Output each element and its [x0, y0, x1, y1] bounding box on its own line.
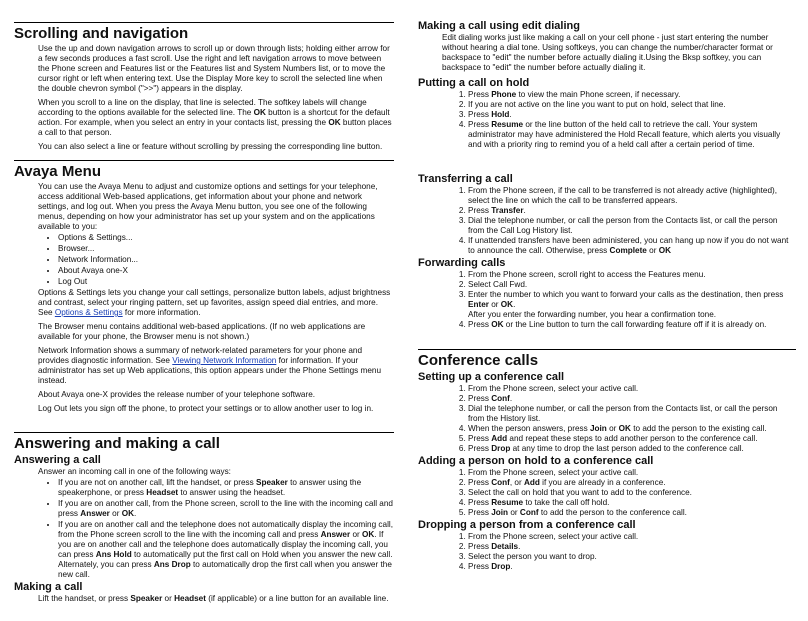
right-column	[418, 20, 796, 573]
list-item: • If you are not on another call, lift the handset, or press Speaker to answer using the speakerphone, or press Headset to answer using the headset.	[58, 478, 394, 498]
avaya-paragraph-1: You can use the Avaya Menu to adjust and customize options and settings for your telephone, access additional Web-based applications, get information about your phone and network settings, and log out. When you press the Avaya Menu button, you see one of the following menus, depending on how your administrator has set up your system and on the applications available to you:	[38, 182, 378, 231]
list-item: 1. Press Phone to view the main Phone screen, if necessary.	[468, 90, 796, 100]
hold-steps-list	[418, 90, 796, 150]
section-title-avaya-menu: Avaya Menu	[14, 160, 394, 182]
avaya-paragraph-3: The Browser menu contains additional web-based applications. (If no web applications are available for your phone, the Browser menu is not shown.)	[38, 322, 366, 341]
list-item: 2. Press Details.	[468, 542, 796, 552]
making-call-paragraph: Lift the handset, or press Speaker or Headset (if applicable) or a line button for an available line.	[38, 594, 389, 603]
network-information-link[interactable]: Viewing Network Information	[172, 356, 277, 365]
list-item: 1. From the Phone screen, select your active call.	[468, 532, 796, 542]
list-item: 2. Press Transfer.	[468, 206, 796, 216]
subsection-title-setup-conference: Setting up a conference call	[418, 371, 565, 383]
subsection-title-transfer: Transferring a call	[418, 173, 513, 185]
list-item: 4. Press OK or the Line button to turn the call forwarding feature off if it is already on.	[468, 320, 796, 330]
list-item: 2. Press Conf, or Add if you are already in a conference.	[468, 478, 796, 488]
list-item: • If you are on another call and the telephone does not automatically display the incoming call, from the Phone screen scroll to the line with the incoming call and press Answer or OK. If you are on another call and the telephone does automatically display the incoming call, you can press Ans Hold to automatically put the first call on Hold when you answer the new call. Alternately, you can press Ans Drop to automatically drop the first call when you answer the new call.	[58, 520, 394, 580]
section-title-scrolling: Scrolling and navigation	[14, 22, 394, 44]
subsection-title-edit-dialing: Making a call using edit dialing	[418, 20, 580, 32]
list-item: 4. Press Drop.	[468, 562, 796, 572]
list-item: 3. Select the person you want to drop.	[468, 552, 796, 562]
list-item: 4. If unattended transfers have been administered, you can hang up now if you do not want to announce the call. Otherwise, press Complete or OK	[468, 236, 796, 256]
list-item: 2. Press Conf.	[468, 394, 796, 404]
subsection-title-forwarding: Forwarding calls	[418, 257, 506, 269]
list-item: 3. Dial the telephone number, or call the person from the Contacts list, or call the person from the Call Log History list.	[468, 216, 796, 236]
list-item: 4. Press Resume to take the call off hold.	[468, 498, 796, 508]
list-item: 1. From the Phone screen, scroll right to access the Features menu.	[468, 270, 796, 280]
list-item: 6. Press Drop at any time to drop the last person added to the conference call.	[468, 444, 796, 454]
list-item: • About Avaya one-X	[58, 266, 394, 276]
list-item: 2. If you are not active on the line you want to put on hold, select that line.	[468, 100, 796, 110]
list-item: 3. Enter the number to which you want to forward your calls as the destination, then press Enter or OK. After you enter the forwarding number, you hear a confirmation tone.	[468, 290, 796, 320]
list-item: 4. Press Resume or the line button of the held call to retrieve the call. Your system administrator may have administered the Hold Recall feature, which alerts you visually and with a priority ring to remind you of a held call after a certain period of time.	[468, 120, 796, 150]
list-item: 1. From the Phone screen, select your active call.	[468, 384, 796, 394]
scrolling-paragraph-2: When you scroll to a line on the display, that line is selected. The softkey labels will change according to the options available for the selected line. The OK button is a shortcut for the default action. For example, when you select an entry in your contacts list, pressing the OK button places a call to that person.	[38, 98, 392, 137]
list-item: 5. Press Join or Conf to add the person to the conference call.	[468, 508, 796, 518]
subsection-title-drop-person: Dropping a person from a conference call	[418, 519, 636, 531]
transfer-steps-list	[418, 186, 796, 256]
avaya-paragraph-6: Log Out lets you sign off the phone, to protect your settings or to allow another user to log in.	[38, 404, 374, 413]
list-item: • Browser...	[58, 244, 394, 254]
list-item: • Network Information...	[58, 255, 394, 265]
options-settings-link[interactable]: Options & Settings	[54, 308, 123, 317]
left-column	[14, 22, 394, 608]
avaya-paragraph-4: Network Information shows a summary of network-related parameters for your phone and provides diagnostic information. See Viewing Network Information for information. If your administrator has set up Web applications, this option appears under the Phone Settings menu instead.	[38, 346, 382, 385]
list-item: 1. From the Phone screen, if the call to be transferred is not already active (highlighted), select the line on which the call to be transferred appears.	[468, 186, 796, 206]
list-item: 5. Press Add and repeat these steps to add another person to the conference call.	[468, 434, 796, 444]
answering-intro: Answer an incoming call in one of the following ways:	[38, 467, 231, 476]
subsection-title-making-call: Making a call	[14, 581, 83, 593]
list-item: • If you are on another call, from the Phone screen, scroll to the line with the incoming call and press Answer or OK.	[58, 499, 394, 519]
subsection-title-add-held-person: Adding a person on hold to a conference call	[418, 455, 654, 467]
add-held-person-steps	[418, 468, 796, 518]
list-item: • Log Out	[58, 277, 394, 287]
list-item: 3. Press Hold.	[468, 110, 796, 120]
answering-options-list	[14, 478, 394, 580]
avaya-paragraph-2: Options & Settings lets you change your call settings, personalize button labels, adjust brightness and contrast, select your ringing pattern, set up favorites, assign speed dial entries, and more. See Options & Settings for more information.	[38, 288, 391, 317]
list-item: 4. When the person answers, press Join or OK to add the person to the existing call.	[468, 424, 796, 434]
edit-dialing-paragraph: Edit dialing works just like making a call on your cell phone - just start entering the number without hearing a dial tone. Using softkeys, you can change the number/character format or backspace to "edit" the number before actually dialing it.Using the Bksp softkey, you can backspace to "edit" the number before actually dialing it.	[442, 33, 773, 72]
list-item: 1. From the Phone screen, select your active call.	[468, 468, 796, 478]
avaya-paragraph-5: About Avaya one-X provides the release number of your telephone software.	[38, 390, 316, 399]
list-item: 3. Select the call on hold that you want to add to the conference.	[468, 488, 796, 498]
section-title-conference: Conference calls	[418, 349, 796, 371]
avaya-menu-list	[14, 233, 394, 287]
drop-person-steps	[418, 532, 796, 572]
subsection-title-answering-call: Answering a call	[14, 454, 101, 466]
list-item: 2. Select Call Fwd.	[468, 280, 796, 290]
list-item: • Options & Settings...	[58, 233, 394, 243]
section-title-answering: Answering and making a call	[14, 432, 394, 454]
setup-conference-steps	[418, 384, 796, 454]
subsection-title-hold: Putting a call on hold	[418, 77, 530, 89]
forwarding-steps-list	[418, 270, 796, 330]
scrolling-paragraph-1: Use the up and down navigation arrows to scroll up or down through lists; holding either arrow for a few seconds produces a fast scroll. Use the right and left navigation arrows to move between the Phone screen and Features list or the Features list and System Numbers list, or to move the cursor right or left when entering text. Use the Display More key to scroll the selected line when the double chevron symbol (">>") appears in the display.	[38, 44, 390, 93]
scrolling-paragraph-3: You can also select a line or feature without scrolling by pressing the corresponding line button.	[38, 142, 383, 151]
list-item: 3. Dial the telephone number, or call the person from the Contacts list, or call the person from the History list.	[468, 404, 796, 424]
